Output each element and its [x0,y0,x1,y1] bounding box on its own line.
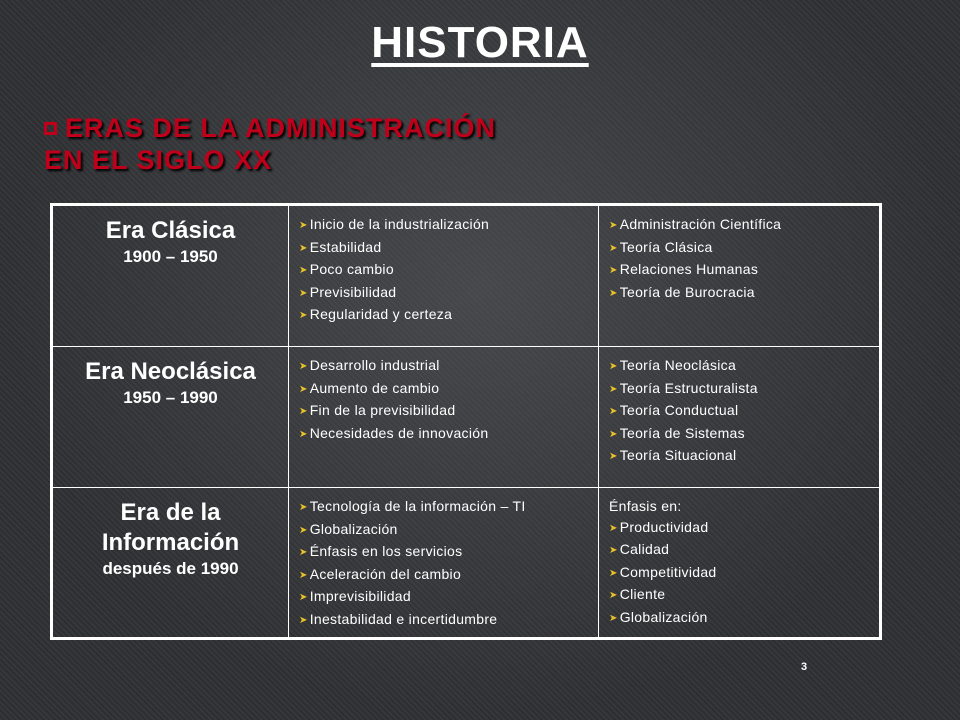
list-item-text: Necesidades de innovación [309,424,489,441]
arrow-bullet-icon: ➤ [299,569,308,581]
list-item-text: Relaciones Humanas [619,261,759,277]
subtitle-line-1-text: ERAS DE LA ADMINISTRACIÓN [65,113,497,143]
list-item-text: Administración Científica [619,216,782,232]
list-item [299,214,592,237]
list-item-text: Globalización [619,608,708,625]
era-years: 1900 – 1950 [123,247,218,266]
list-item-text: Competitividad [619,563,717,580]
list-item-text: Teoría Neoclásica [619,357,737,373]
list-item [299,282,592,305]
bullet-list [609,214,873,304]
list-item [299,259,592,282]
list-item [609,584,873,607]
list-item [299,355,592,378]
list-item [609,282,873,305]
characteristics-cell [289,488,599,637]
arrow-bullet-icon: ➤ [609,406,618,417]
list-item [299,586,592,609]
bullet-list [299,496,592,631]
era-name: Era Neoclásica [85,358,256,385]
arrow-bullet-icon: ➤ [609,545,618,556]
era-cell [53,206,289,347]
list-item-text: Desarrollo industrial [309,357,440,373]
arrow-bullet-icon: ➤ [299,524,308,536]
list-item [299,519,592,542]
list-item-text: Inestabilidad e incertidumbre [309,610,498,627]
list-item [609,517,873,540]
arrow-bullet-icon: ➤ [299,592,308,603]
list-item-text: Tecnología de la información – TI [309,498,526,514]
list-item [609,259,873,282]
arrow-bullet-icon: ➤ [299,383,308,395]
list-item [609,423,873,446]
arrow-bullet-icon: ➤ [299,220,308,231]
list-item [299,564,592,587]
list-item-text: Teoría de Burocracia [619,283,755,300]
arrow-bullet-icon: ➤ [299,287,308,299]
subtitle-line-1 [44,112,684,144]
list-item-text: Énfasis en los servicios [309,543,463,559]
eras-table [50,203,882,640]
theories-cell [599,488,879,637]
list-item-text: Teoría Estructuralista [619,379,758,396]
list-item [609,445,873,468]
arrow-bullet-icon: ➤ [609,265,618,276]
list-item [299,304,592,327]
list-item [609,539,873,562]
slide-subtitle [44,112,684,176]
list-item [299,400,592,423]
list-item [609,607,873,630]
arrow-bullet-icon: ➤ [609,590,618,601]
list-item [299,609,592,632]
era-years: 1950 – 1990 [123,388,218,407]
subtitle-line-2: EN EL SIGLO XX [44,145,273,175]
list-item-text: Regularidad y certeza [309,306,453,322]
list-item [299,423,592,446]
page-number: 3 [801,661,808,673]
characteristics-cell [289,347,599,488]
arrow-bullet-icon: ➤ [609,451,618,462]
arrow-bullet-icon: ➤ [299,361,308,372]
list-item [609,355,873,378]
arrow-bullet-icon: ➤ [609,522,618,534]
list-item [299,237,592,260]
arrow-bullet-icon: ➤ [299,547,308,558]
list-item [609,214,873,237]
theories-intro: Énfasis en: [609,498,682,514]
era-cell [53,488,289,637]
theories-cell [599,347,879,488]
list-item-text: Cliente [619,586,666,602]
arrow-bullet-icon: ➤ [609,428,618,440]
list-item-text: Teoría Situacional [619,447,737,463]
list-item [609,378,873,401]
arrow-bullet-icon: ➤ [609,361,618,372]
arrow-bullet-icon: ➤ [609,287,618,299]
list-item-text: Estabilidad [309,238,382,255]
list-item-text: Poco cambio [309,261,394,277]
list-item [609,562,873,585]
arrow-bullet-icon: ➤ [299,310,308,321]
list-item [299,541,592,564]
list-item-text: Inicio de la industrialización [309,216,490,232]
arrow-bullet-icon: ➤ [299,242,308,254]
list-item [299,496,592,519]
era-years: después de 1990 [102,559,239,578]
list-item-text: Teoría de Sistemas [619,424,745,441]
list-item-text: Productividad [619,518,709,535]
list-item [609,237,873,260]
list-item-text: Imprevisibilidad [309,588,411,604]
list-item-text: Teoría Conductual [619,402,739,418]
era-cell [53,347,289,488]
list-item-text: Globalización [309,520,398,537]
arrow-bullet-icon: ➤ [299,265,308,276]
slide-title: HISTORIA [371,18,589,67]
list-item-text: Aceleración del cambio [309,565,462,582]
theories-cell [599,206,879,347]
arrow-bullet-icon: ➤ [299,428,308,440]
characteristics-cell [289,206,599,347]
era-name: Era de la Información [101,499,240,556]
arrow-bullet-icon: ➤ [609,383,618,395]
bullet-list [609,355,873,468]
arrow-bullet-icon: ➤ [299,502,308,513]
list-item-text: Calidad [619,541,670,557]
arrow-bullet-icon: ➤ [609,220,618,231]
arrow-bullet-icon: ➤ [299,614,308,626]
bullet-list [299,214,592,327]
list-item [609,400,873,423]
arrow-bullet-icon: ➤ [609,242,618,254]
square-bullet-icon [44,122,57,135]
bullet-list [299,355,592,445]
arrow-bullet-icon: ➤ [609,567,618,579]
era-name: Era Clásica [105,217,236,244]
arrow-bullet-icon: ➤ [609,612,618,624]
list-item-text: Aumento de cambio [309,379,440,396]
list-item-text: Teoría Clásica [619,238,713,255]
list-item-text: Previsibilidad [309,283,397,300]
list-item-text: Fin de la previsibilidad [309,402,456,418]
arrow-bullet-icon: ➤ [299,406,308,417]
bullet-list [609,517,873,630]
list-item [299,378,592,401]
